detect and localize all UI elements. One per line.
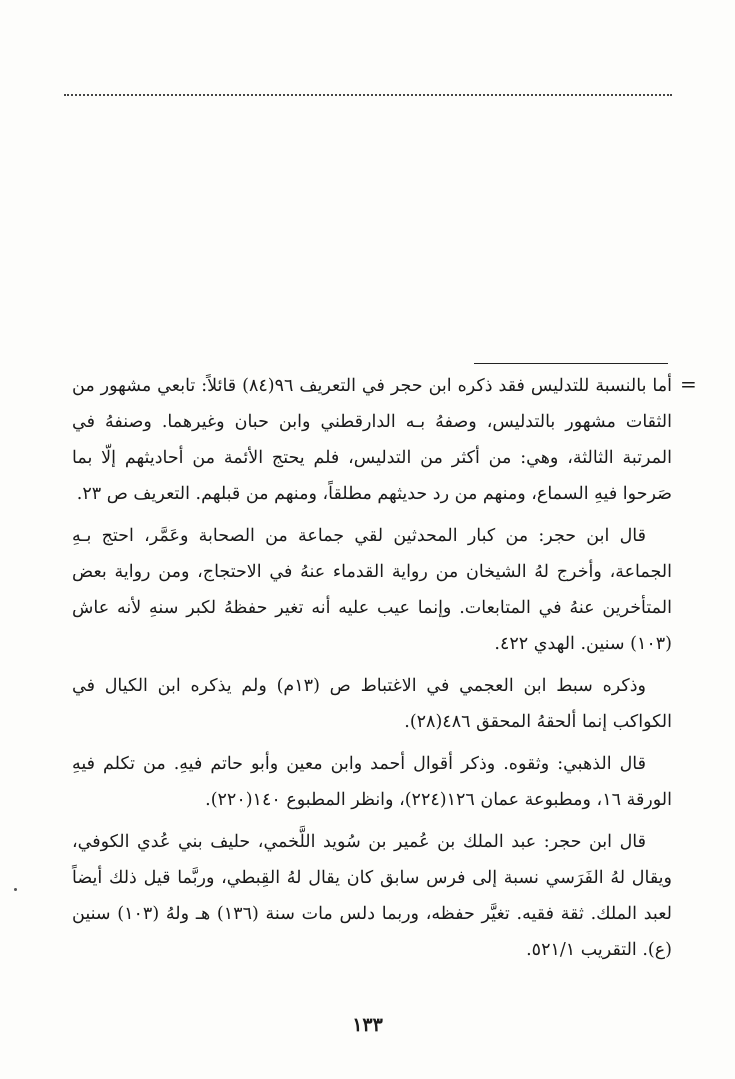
footnotes-block <box>72 368 672 974</box>
footnote-paragraph-5: قال ابن حجر: عبد الملك بن عُمير بن سُويد اللَّخمي، حليف بني عُدي الكوفي، ويقال لهُ الفَرَسي نسبة إلى فرس سابق كان يقال لهُ القِبطي، وربَّما قيل ذلك أيضاً لعبد الملك. ثقة فقيه. تغيَّر حفظه، وربما دلس مات سنة (١٣٦) هـ ولهُ (١٠٣) سنين (ع). التقريب ٥٢١/١. <box>72 832 672 960</box>
footnote-separator-rule <box>474 363 668 364</box>
continuation-marker: = <box>680 372 697 396</box>
margin-speck <box>14 888 17 891</box>
footnote-paragraph-1: أما بالنسبة للتدليس فقد ذكره ابن حجر في التعريف ٩٦(٨٤) قائلاً: تابعي مشهور من الثقات مشهور بالتدليس، وصفهُ بـه الدارقطني وابن حبان وغيرهما. وصنفهُ في المرتبة الثالثة، وهي: من أكثر من التدليس، فلم يحتج الأئمة من أحاديثهم إلّا بما صَرحوا فيهِ السماع، ومنهم من رد حديثهم مطلقاً، ومنهم من قبلهم. التعريف ص ٢٣. <box>72 376 672 504</box>
page-number: ١٣٣ <box>352 1014 383 1036</box>
footnote-paragraph-2: قال ابن حجر: من كبار المحدثين لقي جماعة من الصحابة وعَمَّر، احتج بـهِ الجماعة، وأخرج لهُ الشيخان من رواية القدماء عنهُ في الاحتجاج، ومن رواية بعض المتأخرين عنهُ في المتابعات. وإنما عيب عليه أنه تغير حفظهُ لكبر سنهِ لأنه عاش (١٠٣) سنين. الهدي ٤٢٢. <box>72 526 672 654</box>
footnote-paragraph-3: وذكره سبط ابن العجمي في الاغتباط ص (١٣م) ولم يذكره ابن الكيال في الكواكب إنما ألحقهُ المحقق ٤٨٦(٢٨). <box>72 676 672 732</box>
footnote-paragraph-4: قال الذهبي: وثقوه. وذكر أقوال أحمد وابن معين وأبو حاتم فيهِ. من تكلم فيهِ الورقة ١٦، ومطبوعة عمان ١٢٦(٢٢٤)، وانظر المطبوع ١٤٠(٢٢٠). <box>72 754 672 810</box>
header-dotted-rule <box>64 94 672 96</box>
